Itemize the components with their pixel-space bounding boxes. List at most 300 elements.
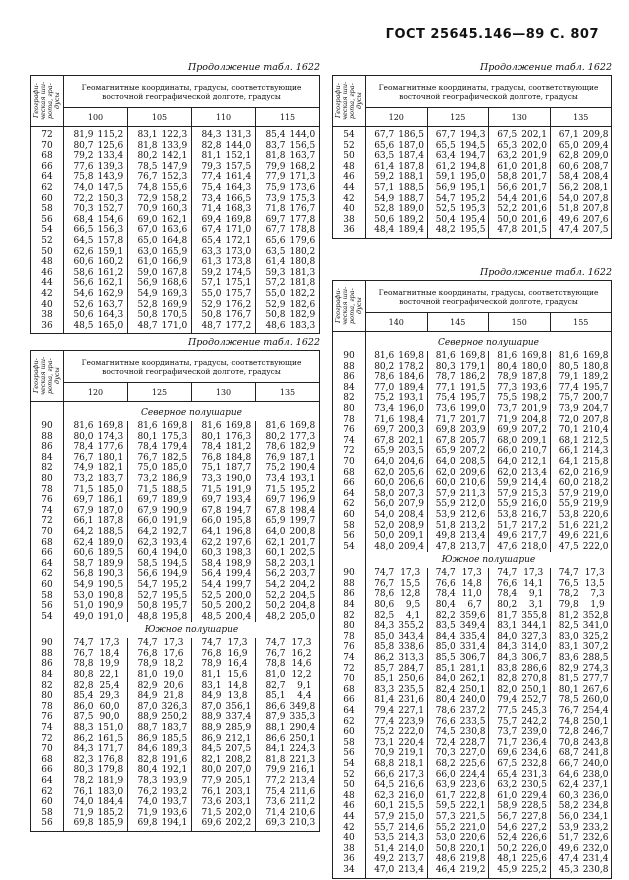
latitude-cell: 56 xyxy=(31,215,64,226)
value-cell xyxy=(128,765,192,776)
geomag-longitude: 217,2 xyxy=(521,520,548,531)
geomag-longitude: 209,1 xyxy=(398,531,425,542)
geomag-longitude: 185,0 xyxy=(161,463,188,474)
geomag-latitude: 48,2 xyxy=(265,611,286,622)
table-row xyxy=(333,801,612,812)
geomag-longitude: 165,0 xyxy=(97,320,124,331)
table-row xyxy=(333,489,612,500)
geomag-latitude: 69,7 xyxy=(374,425,395,436)
geomag-latitude: 73,6 xyxy=(201,797,222,808)
value-cell xyxy=(256,649,320,660)
value-cell xyxy=(427,141,489,152)
value-cell xyxy=(427,162,489,173)
latitude-cell: 60 xyxy=(333,727,366,738)
geomag-longitude: 219,9 xyxy=(582,499,609,510)
geomag-latitude: 66,6 xyxy=(374,769,395,780)
geomag-longitude: 21,8 xyxy=(163,691,184,702)
geomag-longitude: 17,3 xyxy=(163,638,184,649)
geomag-longitude: 191,9 xyxy=(161,516,188,527)
value-cell xyxy=(550,589,612,600)
value-cell xyxy=(256,548,320,559)
geomag-longitude: 216,9 xyxy=(582,467,609,478)
geomag-longitude: 267,6 xyxy=(582,684,609,695)
geomag-longitude: 220,4 xyxy=(398,737,425,748)
value-cell xyxy=(192,808,256,819)
geomag-latitude: 77,4 xyxy=(558,382,579,393)
geomag-longitude: 338,6 xyxy=(398,642,425,653)
table-row xyxy=(333,685,612,696)
geomag-latitude: 61,2 xyxy=(435,161,456,172)
value-cell xyxy=(64,723,128,734)
geomag-latitude: 80,0 xyxy=(201,765,222,776)
geomag-longitude: 193,4 xyxy=(225,495,252,506)
latitude-cell: 54 xyxy=(333,759,366,770)
geomag-longitude: 169,8 xyxy=(398,351,425,361)
geomag-latitude: 68,4 xyxy=(73,214,94,225)
value-cell xyxy=(550,632,612,643)
geomag-latitude: 63,0 xyxy=(137,246,158,257)
geomag-longitude: 225,6 xyxy=(521,854,548,865)
value-cell xyxy=(192,765,256,776)
geomag-latitude: 60,1 xyxy=(265,548,286,559)
latitude-cell: 82 xyxy=(31,463,64,474)
geomag-latitude: 54,0 xyxy=(558,193,579,204)
table-row xyxy=(333,425,612,436)
geomag-latitude: 63,9 xyxy=(435,780,456,791)
value-cell xyxy=(192,612,256,623)
geomag-longitude: 181,2 xyxy=(225,442,252,453)
geomag-latitude: 69,3 xyxy=(265,818,286,829)
geomag-latitude: 57,3 xyxy=(435,811,456,822)
geomag-longitude: 187,0 xyxy=(97,505,124,516)
geomag-longitude: 202,1 xyxy=(398,435,425,446)
value-cell xyxy=(366,436,428,447)
value-cell xyxy=(489,685,551,696)
geomag-latitude: 78,7 xyxy=(435,372,456,383)
geomag-latitude: 69,4 xyxy=(201,214,222,225)
geomag-latitude: 52,9 xyxy=(201,299,222,310)
geomag-latitude: 78,6 xyxy=(374,372,395,383)
value-cell xyxy=(128,172,192,183)
geomag-longitude: 211,3 xyxy=(459,488,486,499)
geomag-longitude: 243,8 xyxy=(582,737,609,748)
geomag-longitude: 199,4 xyxy=(225,569,252,580)
geomag-longitude: 185,5 xyxy=(161,733,188,744)
geomag-latitude: 84,9 xyxy=(201,691,222,702)
latitude-cell: 70 xyxy=(31,141,64,152)
table-row xyxy=(31,670,320,681)
table-row xyxy=(31,808,320,819)
geomag-longitude: 190,0 xyxy=(225,473,252,484)
geomag-longitude: 218,1 xyxy=(398,758,425,769)
latitude-cell: 44 xyxy=(333,812,366,823)
geomag-latitude: 87,5 xyxy=(73,712,94,723)
value-cell xyxy=(64,548,128,559)
geomag-longitude: 175,3 xyxy=(289,193,316,204)
value-cell xyxy=(256,702,320,713)
value-cell xyxy=(366,844,428,855)
geomag-latitude: 86,9 xyxy=(201,733,222,744)
value-cell xyxy=(256,204,320,215)
geomag-latitude: 78,9 xyxy=(201,659,222,670)
longitude-header: 145 xyxy=(427,313,489,332)
geomag-longitude: 187,8 xyxy=(97,516,124,527)
geomag-longitude: 194,7 xyxy=(459,151,486,162)
geomag-longitude: 200,8 xyxy=(289,526,316,537)
longitude-header: 150 xyxy=(489,313,551,332)
geomag-latitude: 63,4 xyxy=(435,151,456,162)
hemisphere-label: Северное полушарие xyxy=(366,332,612,352)
geomag-latitude: 73,7 xyxy=(497,403,518,414)
table-row xyxy=(333,127,612,141)
geomag-longitude: 281,1 xyxy=(459,663,486,674)
value-cell xyxy=(128,601,192,612)
geomag-longitude: 227,2 xyxy=(521,822,548,833)
geomag-latitude: 76,6 xyxy=(435,716,456,727)
value-cell xyxy=(64,712,128,723)
geomag-latitude: 54,2 xyxy=(265,579,286,590)
geomag-longitude: 183,7 xyxy=(161,723,188,734)
geomag-latitude: 60,3 xyxy=(558,790,579,801)
geomag-latitude: 64,2 xyxy=(73,526,94,537)
value-cell xyxy=(128,649,192,660)
value-cell xyxy=(427,425,489,436)
geomag-latitude: 50,8 xyxy=(201,310,222,321)
latitude-cell: 58 xyxy=(31,591,64,602)
table-row xyxy=(31,591,320,602)
value-cell xyxy=(489,833,551,844)
geomag-longitude: 337,4 xyxy=(225,712,252,723)
geomag-longitude: 1,9 xyxy=(590,600,605,611)
table-row xyxy=(31,321,320,334)
value-cell xyxy=(64,278,128,289)
geomag-latitude: 61,0 xyxy=(497,790,518,801)
geomag-latitude: 84,1 xyxy=(265,744,286,755)
geomag-latitude: 79,8 xyxy=(558,600,579,611)
geomag-latitude: 83,1 xyxy=(497,621,518,632)
value-cell xyxy=(64,601,128,612)
geomag-longitude: 213,4 xyxy=(521,467,548,478)
table-row xyxy=(333,446,612,457)
geomag-longitude: 207,9 xyxy=(398,499,425,510)
value-cell xyxy=(256,183,320,194)
latitude-cell: 68 xyxy=(333,468,366,479)
geomag-latitude: 82,0 xyxy=(497,684,518,695)
value-cell xyxy=(489,446,551,457)
geomag-latitude: 53,9 xyxy=(558,822,579,833)
latitude-cell: 62 xyxy=(333,499,366,510)
value-cell xyxy=(192,638,256,649)
geomag-latitude: 64,5 xyxy=(73,235,94,246)
geomag-latitude: 56,7 xyxy=(497,811,518,822)
geomag-longitude: 201,7 xyxy=(521,182,548,193)
geomag-longitude: 208,7 xyxy=(582,161,609,172)
geomag-latitude: 64,0 xyxy=(497,456,518,467)
geomag-latitude: 76,7 xyxy=(265,648,286,659)
value-cell xyxy=(427,844,489,855)
value-cell xyxy=(366,162,428,173)
geomag-longitude: 158,2 xyxy=(161,193,188,204)
value-cell xyxy=(192,649,256,660)
geomag-latitude: 77,4 xyxy=(201,172,222,183)
value-cell xyxy=(64,538,128,549)
geomag-latitude: 80,4 xyxy=(497,361,518,372)
value-cell xyxy=(427,151,489,162)
geomag-latitude: 87,0 xyxy=(137,701,158,712)
value-cell xyxy=(64,485,128,496)
table-row xyxy=(31,548,320,559)
value-cell xyxy=(128,569,192,580)
longitude-header: 135 xyxy=(550,108,612,127)
geomag-latitude: 82,9 xyxy=(558,663,579,674)
geomag-latitude: 54,4 xyxy=(497,193,518,204)
value-cell xyxy=(128,516,192,527)
geomag-latitude: 60,6 xyxy=(73,548,94,559)
geomag-latitude: 68,1 xyxy=(558,435,579,446)
latitude-cell: 64 xyxy=(31,172,64,183)
value-cell xyxy=(192,681,256,692)
geomag-longitude: 232,8 xyxy=(521,758,548,769)
value-cell xyxy=(256,691,320,702)
geomag-longitude: 210,6 xyxy=(459,478,486,489)
table-row xyxy=(31,300,320,311)
geomag-latitude: 57,2 xyxy=(265,278,286,289)
geomag-longitude: 169,8 xyxy=(459,351,486,361)
geomag-longitude: 171,7 xyxy=(97,744,124,755)
value-cell xyxy=(64,659,128,670)
geomag-longitude: 234,6 xyxy=(521,748,548,759)
value-cell xyxy=(64,321,128,334)
value-cell xyxy=(366,225,428,238)
geomag-latitude: 81,6 xyxy=(374,351,395,361)
value-cell xyxy=(192,151,256,162)
value-cell xyxy=(128,257,192,268)
geomag-longitude: 240,0 xyxy=(459,695,486,706)
geomag-longitude: 238,0 xyxy=(582,769,609,780)
geomag-longitude: 192,1 xyxy=(161,765,188,776)
value-cell xyxy=(550,579,612,590)
latitude-cell: 78 xyxy=(31,702,64,713)
geomag-latitude: 78,6 xyxy=(265,442,286,453)
geomag-latitude: 86,6 xyxy=(265,733,286,744)
geomag-longitude: 184,8 xyxy=(225,452,252,463)
geomag-longitude: 90,0 xyxy=(99,712,120,723)
geomag-latitude: 76,7 xyxy=(73,452,94,463)
geomag-latitude: 81,2 xyxy=(558,610,579,621)
value-cell xyxy=(489,579,551,590)
table-row xyxy=(333,780,612,791)
latitude-cell: 78 xyxy=(333,415,366,426)
latitude-cell: 66 xyxy=(31,765,64,776)
geomag-latitude: 60,1 xyxy=(374,801,395,812)
geomag-latitude: 62,6 xyxy=(73,246,94,257)
geomag-latitude: 53,0 xyxy=(73,590,94,601)
geomag-latitude: 50,4 xyxy=(435,214,456,225)
geomag-latitude: 64,0 xyxy=(435,456,456,467)
geomag-latitude: 80,7 xyxy=(73,140,94,151)
value-cell xyxy=(489,510,551,521)
geomag-longitude: 203,7 xyxy=(289,569,316,580)
geomag-latitude: 75,4 xyxy=(435,393,456,404)
geomag-latitude: 88,9 xyxy=(201,723,222,734)
geomag-longitude: 199,0 xyxy=(459,403,486,414)
geomag-latitude: 62,4 xyxy=(558,780,579,791)
value-cell xyxy=(128,289,192,300)
geomag-latitude: 60,6 xyxy=(73,257,94,268)
geomag-latitude: 84,3 xyxy=(497,642,518,653)
geomag-latitude: 78,4 xyxy=(73,442,94,453)
value-cell xyxy=(192,421,256,432)
value-cell xyxy=(489,436,551,447)
geomag-longitude: 180,2 xyxy=(289,246,316,257)
value-cell xyxy=(550,854,612,865)
value-cell xyxy=(366,151,428,162)
value-cell xyxy=(550,151,612,162)
geomag-latitude: 56,6 xyxy=(137,569,158,580)
geomag-longitude: 207,0 xyxy=(225,765,252,776)
geomag-longitude: 234,1 xyxy=(582,811,609,822)
latitude-cell: 62 xyxy=(31,569,64,580)
value-cell xyxy=(64,247,128,258)
geomag-latitude: 74,7 xyxy=(497,568,518,579)
geomag-latitude: 75,2 xyxy=(374,393,395,404)
geomag-longitude: 215,0 xyxy=(398,811,425,822)
table-row xyxy=(31,712,320,723)
value-cell xyxy=(192,278,256,289)
geomag-longitude: 198,2 xyxy=(521,393,548,404)
geomag-longitude: 233,2 xyxy=(582,822,609,833)
geomag-longitude: 222,0 xyxy=(398,727,425,738)
value-cell xyxy=(256,638,320,649)
geomag-longitude: 215,8 xyxy=(582,456,609,467)
value-cell xyxy=(489,812,551,823)
geomag-longitude: 180,1 xyxy=(97,452,124,463)
value-cell xyxy=(366,642,428,653)
value-cell xyxy=(366,653,428,664)
longitude-header: 105 xyxy=(128,108,192,127)
value-cell xyxy=(64,225,128,236)
geomag-longitude: 173,8 xyxy=(225,257,252,268)
latitude-cell: 58 xyxy=(31,808,64,819)
geomag-longitude: 193,6 xyxy=(521,382,548,393)
value-cell xyxy=(128,744,192,755)
value-cell xyxy=(128,659,192,670)
value-cell xyxy=(128,247,192,258)
geomag-longitude: 188,5 xyxy=(97,526,124,537)
geomag-latitude: 85,4 xyxy=(73,691,94,702)
latitude-cell: 74 xyxy=(333,436,366,447)
geomag-longitude: 15,5 xyxy=(400,578,421,589)
geomag-latitude: 48,0 xyxy=(374,541,395,552)
geomag-latitude: 67,9 xyxy=(137,505,158,516)
geomag-longitude: 169,8 xyxy=(225,214,252,225)
geomag-latitude: 74,7 xyxy=(73,638,94,649)
geomag-longitude: 204,5 xyxy=(289,590,316,601)
geomag-latitude: 81,0 xyxy=(265,670,286,681)
geomag-latitude: 61,4 xyxy=(374,161,395,172)
geomag-longitude: 222,8 xyxy=(459,790,486,801)
value-cell xyxy=(256,268,320,279)
geomag-latitude: 48,7 xyxy=(137,320,158,331)
value-cell xyxy=(550,499,612,510)
geomag-latitude: 52,4 xyxy=(497,833,518,844)
geomag-latitude: 75,8 xyxy=(73,172,94,183)
value-cell xyxy=(128,127,192,141)
value-cell xyxy=(427,415,489,426)
geomag-longitude: 181,9 xyxy=(97,776,124,786)
value-cell xyxy=(489,457,551,468)
geomag-latitude: 51,7 xyxy=(558,833,579,844)
value-cell xyxy=(489,194,551,205)
table-row xyxy=(333,844,612,855)
geomag-latitude: 61,3 xyxy=(201,257,222,268)
geomag-latitude: 48,7 xyxy=(201,320,222,331)
value-cell xyxy=(192,797,256,808)
geomag-longitude: 168,3 xyxy=(225,204,252,215)
geomag-latitude: 63,5 xyxy=(265,246,286,257)
value-cell xyxy=(192,580,256,591)
geomag-longitude: 197,6 xyxy=(225,537,252,548)
geomag-longitude: 169,8 xyxy=(289,421,316,431)
table-row xyxy=(31,442,320,453)
geomag-longitude: 201,9 xyxy=(521,403,548,414)
table-row xyxy=(333,568,612,579)
geomag-longitude: 231,3 xyxy=(521,769,548,780)
value-cell xyxy=(192,183,256,194)
geomag-latitude: 88,9 xyxy=(137,712,158,723)
geomag-latitude: 62,2 xyxy=(201,537,222,548)
geomag-latitude: 61,0 xyxy=(137,257,158,268)
longitude-header: 120 xyxy=(64,383,128,402)
value-cell xyxy=(128,580,192,591)
value-cell xyxy=(366,383,428,394)
geomag-longitude: 204,8 xyxy=(521,414,548,425)
geomag-latitude: 60,0 xyxy=(435,478,456,489)
latitude-cell: 90 xyxy=(333,351,366,362)
value-cell xyxy=(366,823,428,834)
value-cell xyxy=(64,162,128,173)
value-cell xyxy=(550,183,612,194)
value-cell xyxy=(366,521,428,532)
section-spacer xyxy=(31,402,64,422)
value-cell xyxy=(550,844,612,855)
geomag-latitude: 69,7 xyxy=(73,495,94,506)
latitude-cell: 44 xyxy=(333,183,366,194)
latitude-cell: 48 xyxy=(333,162,366,173)
geomag-latitude: 85,0 xyxy=(374,631,395,642)
geomag-latitude: 70,1 xyxy=(558,425,579,436)
value-cell xyxy=(64,734,128,745)
value-cell xyxy=(128,310,192,321)
geomag-latitude: 83,8 xyxy=(497,663,518,674)
geomag-latitude: 88,7 xyxy=(137,723,158,734)
geomag-latitude: 73,6 xyxy=(265,797,286,808)
geomag-latitude: 52,2 xyxy=(497,204,518,215)
value-cell xyxy=(550,162,612,173)
geomag-latitude: 84,3 xyxy=(201,130,222,140)
geomag-longitude: 216,1 xyxy=(289,765,316,776)
table-row xyxy=(333,642,612,653)
geomag-latitude: 80,6 xyxy=(374,600,395,611)
geomag-longitude: 194,9 xyxy=(161,569,188,580)
geomag-longitude: 161,2 xyxy=(97,267,124,278)
value-cell xyxy=(427,791,489,802)
geomag-latitude: 85,7 xyxy=(374,663,395,674)
geomag-longitude: 196,9 xyxy=(289,495,316,506)
geomag-latitude: 81,6 xyxy=(265,421,286,431)
table-row xyxy=(333,674,612,685)
geomag-longitude: 15,6 xyxy=(227,670,248,681)
